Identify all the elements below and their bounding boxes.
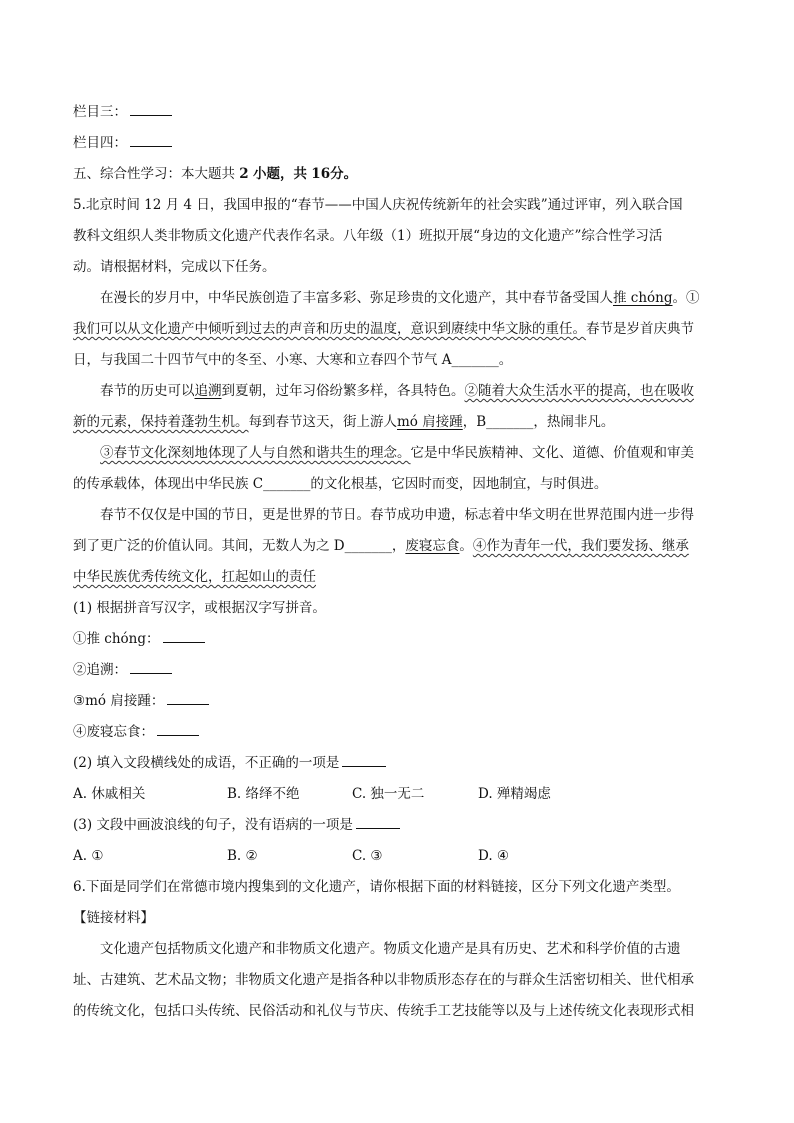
column-three-line — [73, 102, 723, 122]
sub3-options — [73, 846, 723, 866]
sub2-option-d[interactable]: D. 殚精竭虑 — [478, 786, 551, 802]
answer-blank[interactable] — [130, 133, 172, 147]
q5-intro-line1: 5.北京时间 12 月 4 日，我国申报的“春节——中国人庆祝传统新年的社会实践”通过评审，列入联合国 — [73, 197, 683, 213]
sub3-option-d[interactable]: D. ④ — [478, 848, 510, 864]
link-material-title: 【链接材料】 — [73, 910, 154, 926]
sub1-item-4: ④废寝忘食： — [73, 722, 723, 742]
wavy-sentence-2b: 新的元素，保持着蓬勃生机。 — [73, 414, 249, 430]
q6-intro: 6.下面是同学们在常德市境内搜集到的文化遗产，请你根据下面的材料链接，区分下列文化遗产类型。 — [73, 879, 680, 895]
answer-blank[interactable] — [342, 753, 386, 767]
sub-question-2: (2) 填入文段横线处的成语，不正确的一项是 — [73, 753, 723, 773]
passage-p4-line2: 到了更广泛的价值认同。其间，无数人为之 D_______，废寝忘食。④作为青年一代，我们要发扬、继承 — [73, 538, 689, 554]
word-fei-qin: 废寝忘食 — [405, 538, 460, 554]
wavy-sentence-2a: ②随着大众生活水平的提高，也在吸收 — [464, 383, 694, 399]
answer-blank[interactable] — [167, 691, 209, 705]
sub3-option-b[interactable]: B. ② — [227, 848, 258, 864]
passage-p4-line3 — [73, 567, 723, 587]
passage-p4-line1: 春节不仅仅是中国的节日，更是世界的节日。春节成功申遗，标志着中华文明在世界范围内进一步得 — [100, 507, 694, 523]
section-five-heading: 五、综合性学习：本大题共 2 小题，共 16分。 — [73, 166, 358, 182]
sub3-option-c[interactable]: C. ③ — [352, 848, 383, 864]
passage-p3-line2: 的传承载体，体现出中华民族 C_______的文化根基，它因时而变，因地制宜，与时俱进。 — [73, 476, 608, 492]
sub2-option-c[interactable]: C. 独一无二 — [352, 786, 425, 802]
answer-blank[interactable] — [130, 660, 172, 674]
passage-p1-line2: 我们可以从文化遗产中倾听到过去的声音和历史的温度，意识到赓续中华文脉的重任。春节是岁首庆典节 — [73, 321, 694, 337]
column-four-line — [73, 133, 723, 153]
sub2-options — [73, 784, 723, 804]
wavy-sentence-3: ③春节文化深刻地体现了人与自然和谐共生的理念。 — [100, 445, 411, 461]
sub3-option-a[interactable]: A. ① — [73, 848, 104, 864]
passage-p2-line2: 新的元素，保持着蓬勃生机。每到春节这天，街上游人mó 肩接踵，B_______，热闹非凡。 — [73, 414, 615, 430]
pinyin-tui-chong: 推 chóng — [613, 290, 673, 306]
answer-blank[interactable] — [130, 102, 172, 116]
q5-intro-line2: 教科文组织人类非物质文化遗产代表作名录。八年级（1）班拟开展“身边的文化遗产”综合性学习活 — [73, 228, 663, 244]
wavy-sentence-1: 我们可以从文化遗产中倾听到过去的声音和历史的温度，意识到赓续中华文脉的重任。 — [73, 321, 586, 337]
sub1-item-2: ②追溯： — [73, 660, 723, 680]
word-zhui-su: 追溯 — [194, 383, 222, 399]
pinyin-mo-jian: mó 肩接踵 — [397, 414, 463, 430]
material-line2: 址、古建筑、艺术品文物；非物质文化遗产是指各种以非物质形态存在的与群众生活密切相关、世代相承 — [73, 972, 694, 988]
material-line3: 的传统文化，包括口头传统、民俗活动和礼仪与节庆、传统手工艺技能等以及与上述传统文化表现形式相 — [73, 1003, 694, 1019]
wavy-sentence-4a: ④作为青年一代，我们要发扬、继承 — [472, 538, 689, 554]
passage-p2-line1: 春节的历史可以追溯到夏朝，过年习俗纷繁多样，各具特色。②随着大众生活水平的提高，也在吸收 — [100, 383, 694, 399]
column-three-label: 栏目三： — [73, 104, 127, 120]
passage-p1-line3: 日，与我国二十四节气中的冬至、小寒、大寒和立春四个节气 A_______。 — [73, 352, 513, 368]
sub1-item-3: ③mó 肩接踵： — [73, 691, 723, 711]
sub1-item-1: ①推 chóng： — [73, 629, 723, 649]
sub2-option-a[interactable]: A. 休戚相关 — [73, 786, 146, 802]
wavy-sentence-4b: 中华民族优秀传统文化，扛起如山的责任 — [73, 569, 316, 585]
answer-blank[interactable] — [157, 722, 199, 736]
answer-blank[interactable] — [356, 815, 400, 829]
answer-blank[interactable] — [163, 629, 205, 643]
sub2-option-b[interactable]: B. 络绎不绝 — [227, 786, 300, 802]
sub-question-3: (3) 文段中画波浪线的句子，没有语病的一项是 — [73, 815, 723, 835]
sub-question-1: (1) 根据拼音写汉字，或根据汉字写拼音。 — [73, 600, 326, 616]
passage-p1-line1: 在漫长的岁月中，中华民族创造了丰富多彩、弥足珍贵的文化遗产，其中春节备受国人推 chóng。① — [100, 290, 700, 306]
passage-p3-line1: ③春节文化深刻地体现了人与自然和谐共生的理念。它是中华民族精神、文化、道德、价值观和审美 — [100, 445, 694, 461]
q5-intro-line3: 动。请根据材料，完成以下任务。 — [73, 259, 276, 275]
column-four-label: 栏目四： — [73, 135, 127, 151]
material-line1: 文化遗产包括物质文化遗产和非物质文化遗产。物质文化遗产是具有历史、艺术和科学价值的古遗 — [100, 941, 681, 957]
